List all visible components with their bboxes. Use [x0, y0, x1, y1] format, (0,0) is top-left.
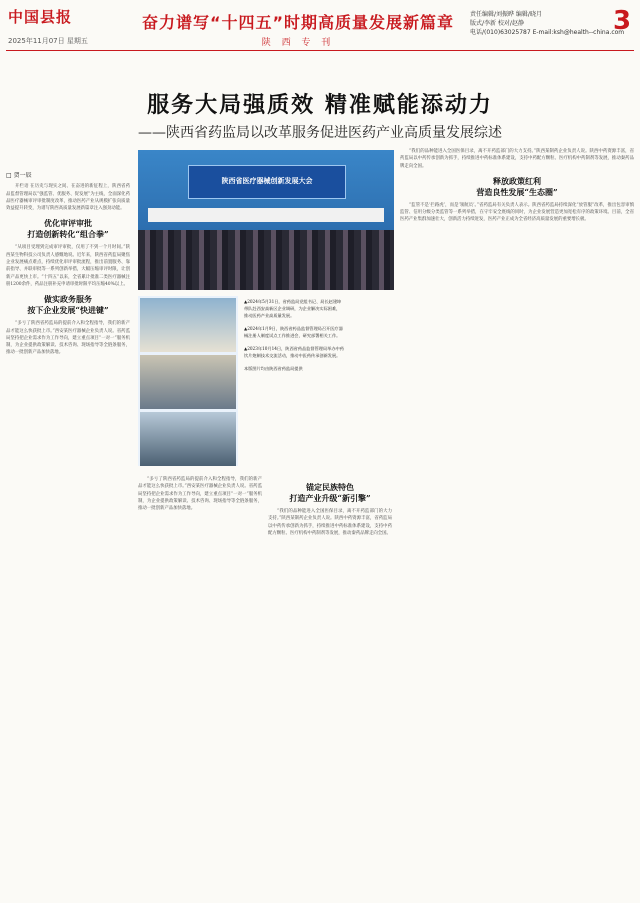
editor-line: 责任编辑/刘振晔 编辑/晓月 — [470, 11, 542, 18]
date-line: 2025年11月07日 星期五 — [8, 37, 88, 45]
contact-line: 电话/(010)63025787 E-mail:ksh@health--china.com — [470, 29, 625, 36]
caption-3: ▲2023年10月14日，陕西省药品监督管理局举办中药饮片炮制技术交流活动，推动中医药传承创新发展。 — [244, 346, 344, 358]
section-4-title: 释放政策红利 营造良性发展“生态圈” — [476, 175, 558, 197]
section-1-body: “从项目受理到完成审评审批，仅用了不到一个月时间。”陕西某生物科技公司负责人感慨地说。近年来，陕西省药监局聚焦企业发展痛点难点，持续优化审评审批流程，推出前置服务、靠前指导、并联审批等一系列创新举措，大幅压缩审评时限，让创新产品更快上市。“十四五”以来，全省累计批准二类医疗器械注册1200余件，药品注册补充申请审批时限平均压缩40%以上。 — [6, 245, 130, 287]
article-headline: 服务大局强质效 精准赋能添动力 — [147, 92, 493, 118]
photo-herbal-medicine — [140, 412, 236, 466]
column-3 — [268, 476, 392, 892]
lead-paragraph: 开栏语 在历史与现实之间、在奋进的新征程上，陕西省药品监督管理局以“强监管、优服务、促发展”为主线，全面深化药品医疗器械审评审批制度改革，推动医药产业从规模扩张向质量效益提升转变，为谱写陕西高质量发展新篇章注入强劲动能。 — [6, 184, 130, 212]
newspaper-logo: 中国县报 — [8, 8, 73, 26]
masthead — [0, 0, 640, 50]
section-4-body: “监管不是‘拦路虎’，而是‘领航员’。”省药监局有关负责人表示。陕西省药监局持续深化“放管服”改革，推出包容审慎监管、信用分级分类监管等一系列举措，在守牢安全底线的同时，为企业发展营造更加宽松有序的政策环境。目前，全省医药产业集群加速壮大，创新活力持续迸发，医药产业正成为全省经济高质量发展的重要增长极。 — [400, 202, 634, 223]
caption-1: ▲2024年5月31日，省药监局党组书记、局长赵建坤带队赴西安高新区企业调研，为企业解决实际困难，推动医药产业高质量发展。 — [244, 299, 342, 318]
section-3-title: 锚定民族特色 打造产业升级“新引擎” — [289, 482, 371, 503]
article-subheadline: ——陕西省药监局以改革服务促进医药产业高质量发展综述 — [138, 125, 502, 141]
section-2-title: 做实政务服务 按下企业发展“快进键” — [27, 294, 109, 316]
banner-subtitle: 陕 西 专 刊 — [261, 38, 335, 48]
section-3-continued: “我们的品种能进入全国医保目录，离不开药监部门的大力支持。”陕西某制药企业负责人说。陕西中药资源丰富，省药监局以中药传承创新为抓手，持续推进中药标准体系建设，支持中药配方颗粒、医疗机构中药制剂等发展，推动秦药品牌走向全国。 — [400, 149, 634, 169]
caption-2: ▲2024年1月9日，陕西省药品监督管理局召开医疗器械注册人制度试点工作推进会，研究部署相关工作。 — [244, 326, 343, 338]
section-banner — [138, 6, 463, 50]
designer-line: 版式/李新 校对/赵静 — [470, 20, 524, 27]
audience — [138, 230, 394, 290]
editor-credits — [470, 10, 624, 37]
column-4 — [400, 148, 634, 892]
column-1 — [6, 172, 130, 892]
byline: □ 贺一辰 — [6, 172, 32, 179]
column-2 — [138, 476, 262, 892]
page-number: 3 — [612, 6, 632, 36]
stage-screen-text: 陕西省医疗器械创新发展大会 — [221, 177, 313, 185]
photo-meeting — [140, 355, 236, 409]
section-2-continued: “多亏了陕西省药监局的提前介入和全程指导，我们的新产品才能这么快获批上市。”西安某医疗器械企业负责人说。省药监局坚持把企业需求作为工作导向，建立重点项目“一对一”服务机制，为企业提供政策解读、技术咨询、现场指导等全链条服务，推动一批创新产品加快落地。 — [138, 477, 262, 512]
section-1-title: 优化审评审批 打造创新转化“组合拳” — [27, 218, 109, 240]
photo-research-visit — [140, 298, 236, 352]
section-3-body: “我们的品种能进入全国医保目录，离不开药监部门的大力支持。”陕西某制药企业负责人说。陕西中药资源丰富，省药监局以中药传承创新为抓手，持续推进中药标准体系建设，支持中药配方颗粒、医疗机构中药制剂等发展，推动秦药品牌走向全国。 — [268, 509, 392, 536]
conference-photo — [138, 150, 394, 290]
presidium-table — [148, 208, 384, 222]
banner-title: 奋力谱写“十四五”时期高质量发展新篇章 — [141, 13, 455, 32]
stage-screen — [188, 165, 346, 199]
section-2-body: “多亏了陕西省药监局的提前介入和全程指导，我们的新产品才能这么快获批上市。”西安某医疗器械企业负责人说。省药监局坚持把企业需求作为工作导向，建立重点项目“一对一”服务机制，为企业提供政策解读、技术咨询、现场指导等全链条服务，推动一批创新产品加快落地。 — [6, 321, 130, 356]
masthead-divider — [6, 50, 634, 51]
photo-captions — [244, 298, 344, 378]
caption-source: 本版图片均由陕西省药监局提供 — [244, 366, 303, 371]
